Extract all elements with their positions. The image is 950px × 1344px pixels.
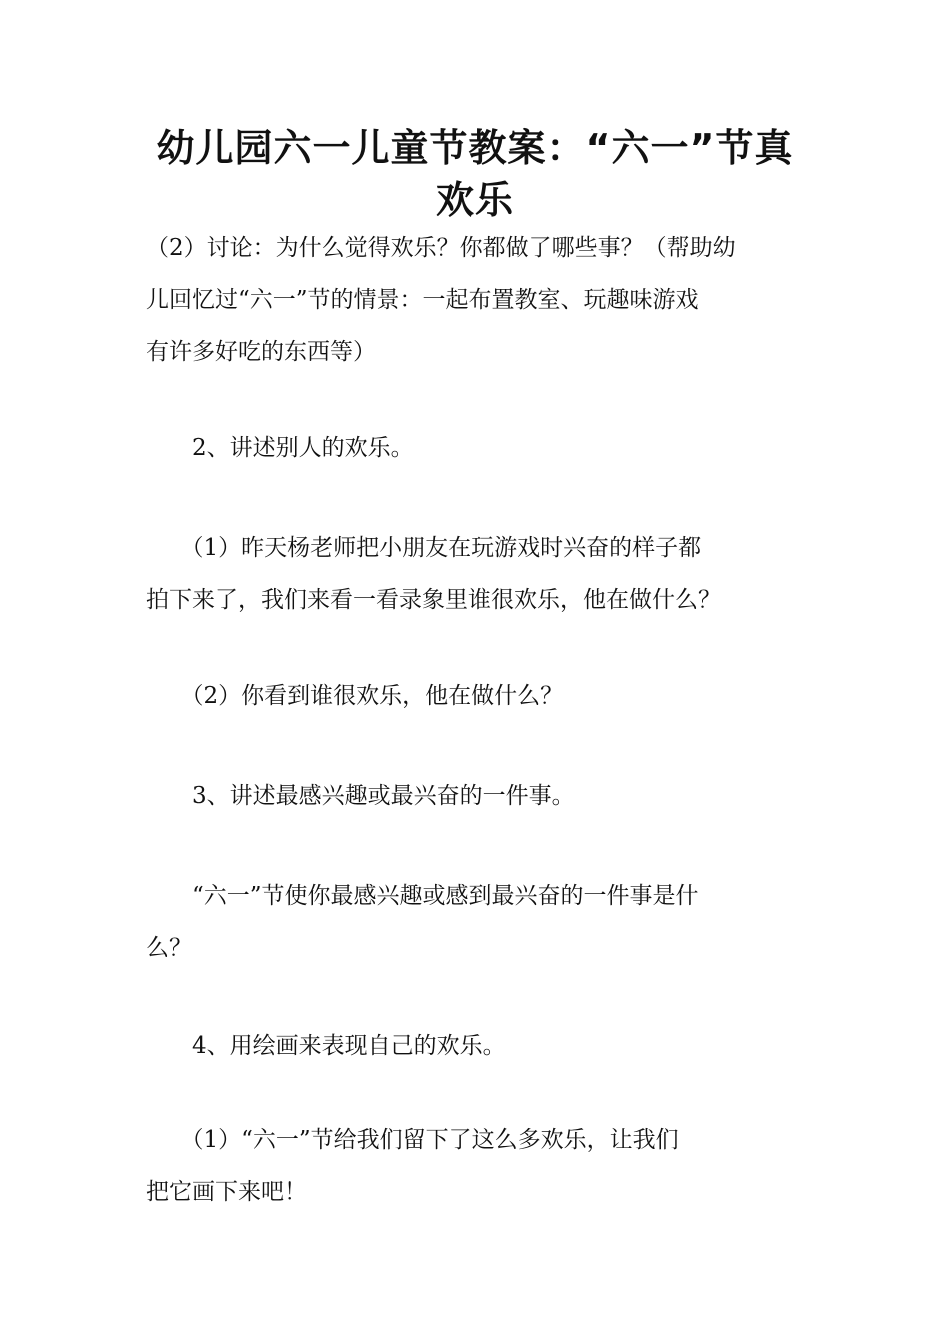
title-line-1: 幼儿园六一儿童节教案：“六一”节真	[156, 126, 794, 170]
paragraph-line: 4、用绘画来表现自己的欢乐。	[146, 1033, 506, 1059]
paragraph-line: （2）讨论：为什么觉得欢乐？你都做了哪些事？（帮助幼	[146, 235, 736, 261]
paragraph-line: 有许多好吃的东西等）	[146, 339, 376, 365]
title-line-2: 欢乐	[435, 178, 514, 222]
paragraph-step-3	[146, 770, 810, 822]
document-title	[120, 122, 830, 226]
paragraph-step-4-1	[146, 1114, 810, 1218]
paragraph-line: 2、讲述别人的欢乐。	[146, 435, 414, 461]
paragraph-line: “六一”节使你最感兴趣或感到最兴奋的一件事是什	[146, 883, 699, 909]
paragraph-line: （1）昨天杨老师把小朋友在玩游戏时兴奋的样子都	[146, 535, 702, 561]
paragraph-discussion	[146, 222, 810, 378]
paragraph-line: 把它画下来吧！	[146, 1179, 307, 1205]
paragraph-line: （1）“六一”节给我们留下了这么多欢乐，让我们	[146, 1127, 679, 1153]
paragraph-step-2-1	[146, 522, 810, 626]
paragraph-line: 儿回忆过“六一”节的情景：一起布置教室、玩趣味游戏	[146, 287, 699, 313]
paragraph-line: （2）你看到谁很欢乐，他在做什么？	[146, 683, 564, 709]
paragraph-line: 拍下来了，我们来看一看录象里谁很欢乐，他在做什么？	[146, 587, 721, 613]
paragraph-line: 3、讲述最感兴趣或最兴奋的一件事。	[146, 783, 575, 809]
paragraph-step-4	[146, 1020, 810, 1072]
paragraph-step-2-2	[146, 670, 810, 722]
paragraph-step-3-question	[146, 870, 810, 974]
paragraph-step-2	[146, 422, 810, 474]
paragraph-line: 么？	[146, 935, 192, 961]
